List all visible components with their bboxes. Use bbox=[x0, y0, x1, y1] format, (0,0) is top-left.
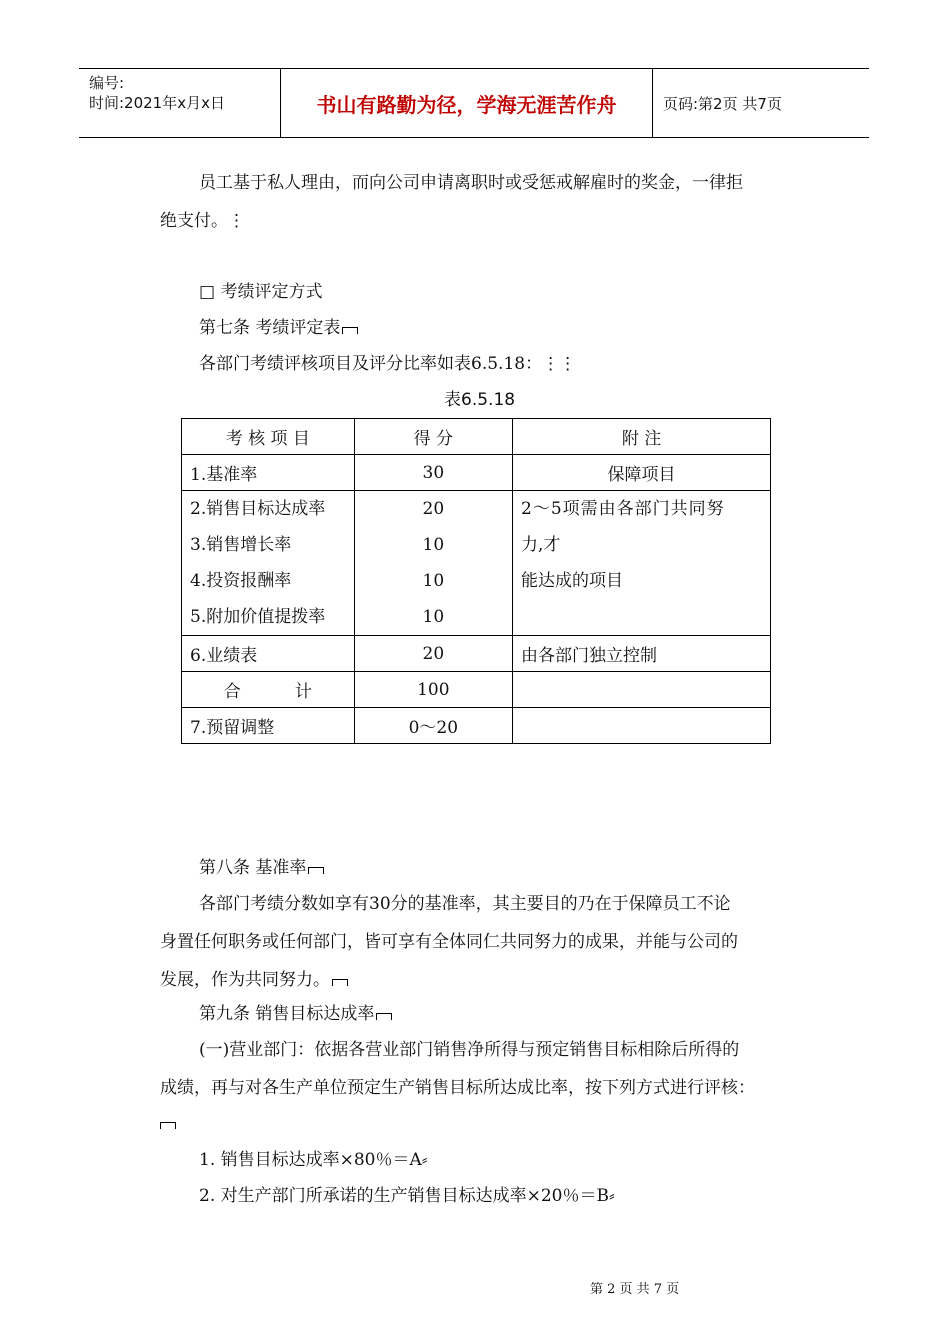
article-7-text: 第七条 考绩评定表 bbox=[199, 318, 341, 338]
item-text: 4.投资报酬率 bbox=[190, 571, 292, 591]
revision-marker-icon bbox=[332, 979, 348, 986]
note-text: 能达成的项目 bbox=[521, 571, 624, 591]
total-score-cell: 100 bbox=[354, 672, 512, 708]
table-caption: 表6.5.18 bbox=[444, 390, 516, 410]
table-row bbox=[182, 455, 771, 491]
table-header-row bbox=[182, 419, 771, 455]
score-text: 10 bbox=[422, 535, 445, 555]
paragraph-line bbox=[160, 965, 348, 990]
revision-marker-icon bbox=[160, 1122, 176, 1129]
note-cell: 保障项目 bbox=[513, 455, 771, 491]
article-8-heading bbox=[199, 853, 324, 878]
item-cell: 7.预留调整 bbox=[182, 708, 355, 744]
section-title: □ 考绩评定方式 bbox=[199, 282, 323, 302]
revision-marker-icon bbox=[376, 1013, 392, 1020]
article-7-description: 各部门考绩评核项目及评分比率如表6.5.18：⋮⋮ bbox=[199, 354, 577, 374]
list-item: 2. 对生产部门所承诺的生产销售目标达成率×20％＝B⸗ bbox=[199, 1186, 615, 1206]
paragraph-line bbox=[160, 1113, 176, 1133]
item-text: 2.销售目标达成率 bbox=[190, 499, 326, 519]
revision-marker-icon bbox=[308, 867, 324, 874]
doc-number-label: 编号: bbox=[89, 74, 125, 92]
score-cell: 30 bbox=[354, 455, 512, 491]
paragraph-text: 发展，作为共同努力。 bbox=[160, 970, 330, 990]
header-page-info: 页码:第2页 共7页 bbox=[663, 94, 782, 113]
table-row bbox=[182, 708, 771, 744]
table-row bbox=[182, 636, 771, 672]
score-cell: 0～20 bbox=[354, 708, 512, 744]
score-text: 20 bbox=[422, 499, 445, 519]
note-text: 2～5项需由各部门共同努 bbox=[521, 499, 725, 519]
column-header: 附 注 bbox=[513, 419, 771, 455]
note-cell: 由各部门独立控制 bbox=[513, 636, 771, 672]
score-text: 10 bbox=[422, 571, 445, 591]
header-motto: 书山有路勤为径，学海无涯苦作舟 bbox=[281, 69, 653, 137]
column-header: 考 核 项 目 bbox=[182, 419, 355, 455]
paragraph-line: 各部门考绩分数如享有30分的基准率，其主要目的乃在于保障员工不论 bbox=[199, 894, 731, 914]
article-8-text: 第八条 基准率 bbox=[199, 858, 307, 878]
item-text: 5.附加价值提拨率 bbox=[190, 607, 326, 627]
doc-time-label: 时间:2021年x月x日 bbox=[89, 94, 225, 112]
article-7-heading bbox=[199, 313, 358, 338]
column-header: 得 分 bbox=[354, 419, 512, 455]
note-cell bbox=[513, 672, 771, 708]
paragraph-line: (一)营业部门：依据各营业部门销售净所得与预定销售目标相除后所得的 bbox=[199, 1040, 740, 1060]
note-cell bbox=[513, 708, 771, 744]
note-cell-group bbox=[513, 491, 771, 636]
note-text: 力,才 bbox=[521, 535, 561, 555]
item-cell: 1.基准率 bbox=[182, 455, 355, 491]
score-cell-group bbox=[354, 491, 512, 636]
revision-marker-icon bbox=[342, 327, 358, 334]
list-item: 1. 销售目标达成率×80％＝A⸗ bbox=[199, 1150, 428, 1170]
paragraph-line: 成绩，再与对各生产单位预定生产销售目标所达成比率，按下列方式进行评核： bbox=[160, 1078, 755, 1098]
item-cell-group bbox=[182, 491, 355, 636]
table-total-row bbox=[182, 672, 771, 708]
article-9-text: 第九条 销售目标达成率 bbox=[199, 1004, 375, 1024]
header-meta bbox=[79, 69, 281, 137]
item-cell: 6.业绩表 bbox=[182, 636, 355, 672]
total-label-cell: 合 计 bbox=[182, 672, 355, 708]
score-table bbox=[181, 418, 771, 744]
paragraph-line: 员工基于私人理由，而向公司申请离职时或受惩戒解雇时的奖金，一律拒 bbox=[199, 173, 743, 193]
table-row-group bbox=[182, 491, 771, 636]
page-footer: 第 2 页 共 7 页 bbox=[590, 1282, 680, 1297]
page-header bbox=[79, 68, 869, 138]
article-9-heading bbox=[199, 999, 392, 1024]
item-text: 3.销售增长率 bbox=[190, 535, 292, 555]
score-cell: 20 bbox=[354, 636, 512, 672]
paragraph-line: 身置任何职务或任何部门，皆可享有全体同仁共同努力的成果，并能与公司的 bbox=[160, 932, 738, 952]
paragraph-line: 绝支付。⋮ bbox=[160, 211, 245, 231]
score-text: 10 bbox=[422, 607, 445, 627]
